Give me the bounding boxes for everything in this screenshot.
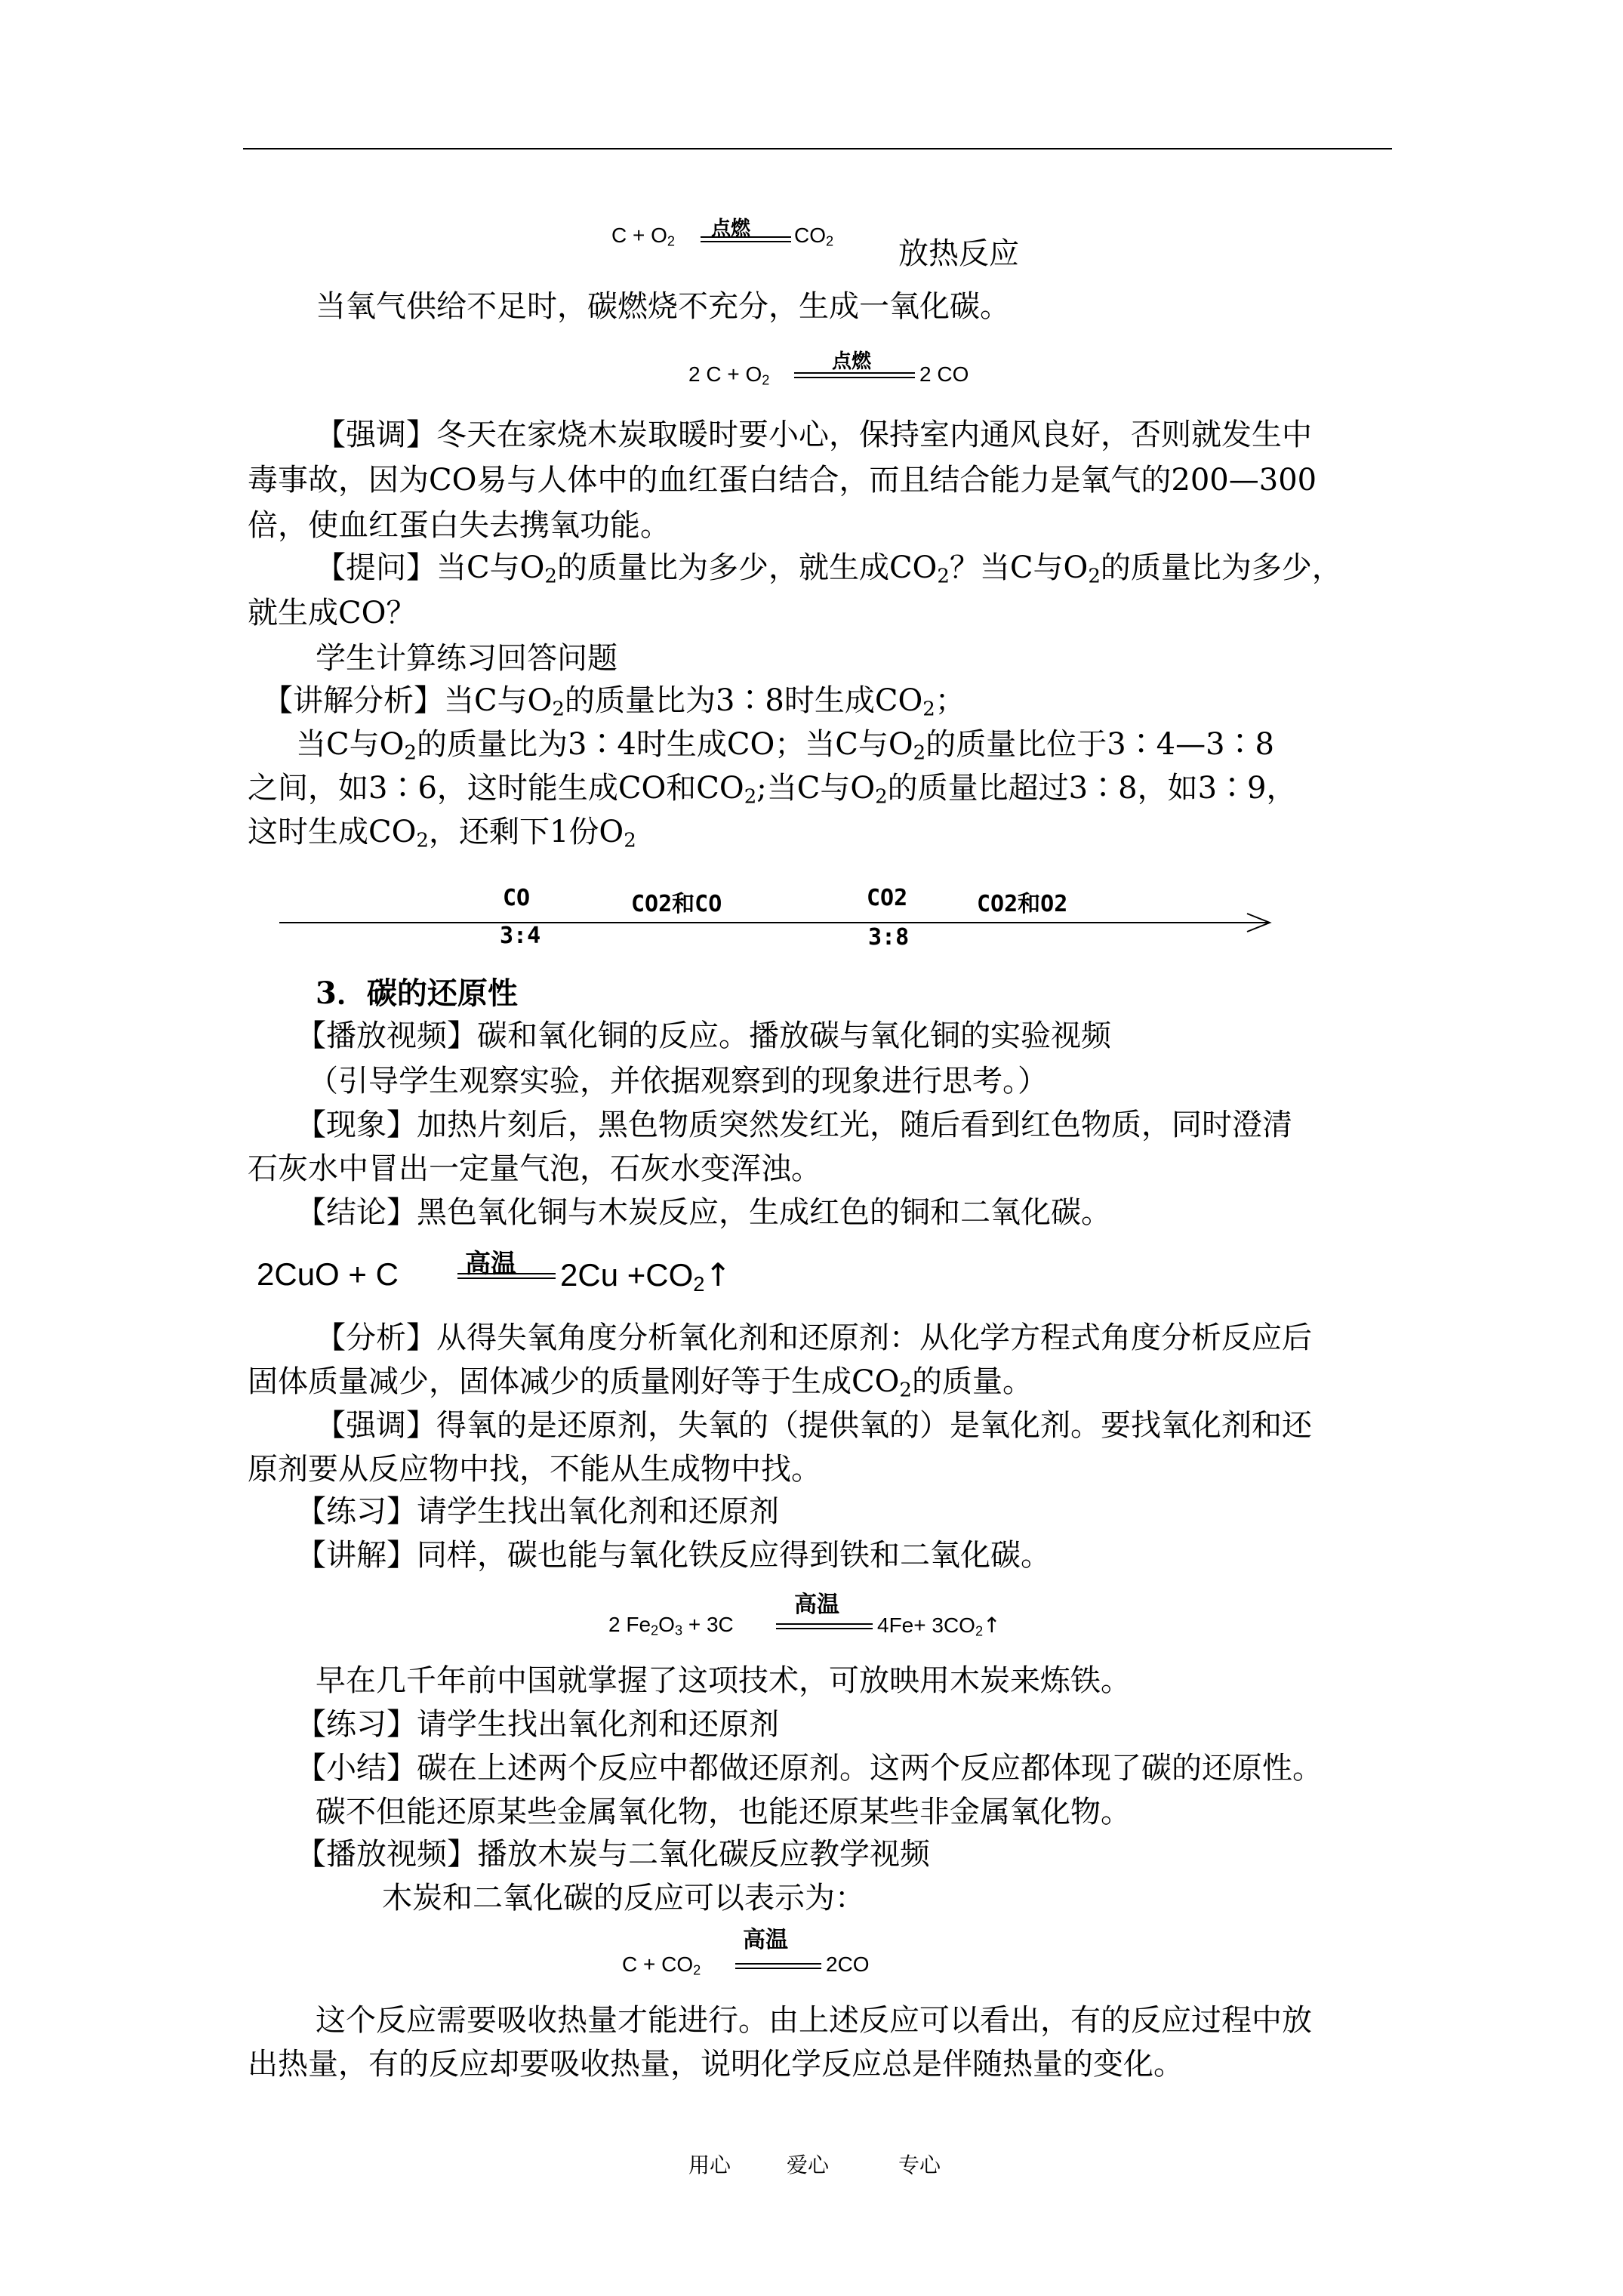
eq3-lhs: 2CuO + C (257, 1256, 399, 1292)
text-line-23: 早在几千年前中国就掌握了这项技术，可放映用木炭来炼铁。 (316, 1663, 1131, 1698)
text-line-8 (263, 678, 965, 723)
eq3-condition: 高温 (465, 1250, 516, 1278)
l10c: 的质量比超过3∶8，如3∶9， (887, 771, 1297, 806)
text-line-7: 学生计算练习回答问题 (316, 641, 617, 676)
l10-sub1: 2 (744, 785, 757, 809)
l5d: 的质量比为多少， (1100, 550, 1342, 585)
l11-sub1: 2 (416, 829, 429, 852)
l18a: 固体质量减少，固体减少的质量刚好等于生成CO (248, 1364, 900, 1399)
gas-up-arrow: ↑ (983, 1613, 1001, 1638)
text-line-6: 就生成CO？ (248, 596, 417, 630)
footer-2: 爱心 (787, 2153, 830, 2177)
l8-sub1: 2 (552, 698, 565, 721)
eq5-lhs: C + CO (622, 1952, 694, 1976)
text-line-10 (248, 766, 1296, 811)
eq1-rhs-sub: 2 (826, 233, 834, 249)
eq2-condition: 点燃 (832, 350, 872, 372)
l8a: 【讲解分析】当C与O (263, 683, 553, 718)
eq4-lhs-a: 2 Fe (608, 1613, 651, 1636)
eq2-equals (794, 372, 915, 378)
section-heading-3: 3．碳的还原性 (316, 975, 518, 1011)
l5c: ？当C与O (949, 550, 1089, 585)
text-line-13: （引导学生观察实验，并依据观察到的现象进行思考。） (308, 1064, 1048, 1099)
l9a: 当C与O (296, 727, 405, 762)
eq4-condition: 高温 (794, 1592, 839, 1617)
text-line-4: 倍，使血红蛋白失去携氧功能。 (248, 508, 670, 543)
l8-sub2: 2 (922, 698, 935, 721)
text-line-21: 【练习】请学生找出氧化剂和还原剂 (296, 1494, 779, 1529)
l10a: 之间，如3∶6，这时能生成CO和CO (248, 771, 744, 806)
l5b: 的质量比为多少，就生成CO (556, 550, 938, 585)
text-line-29: 这个反应需要吸收热量才能进行。由上述反应可以看出，有的反应过程中放 (316, 2003, 1312, 2038)
text-line-30: 出热量，有的反应却要吸收热量，说明化学反应总是伴随热量的变化。 (248, 2047, 1184, 2082)
text-line-26: 碳不但能还原某些金属氧化物，也能还原某些非金属氧化物。 (316, 1795, 1131, 1829)
eq2-lhs-sub: 2 (762, 372, 770, 388)
l9-sub1: 2 (404, 741, 417, 765)
footer-3: 专心 (898, 2153, 941, 2177)
text-line-9 (296, 722, 1274, 767)
axis-tick-label-3-8: 3:8 (868, 924, 910, 951)
eq4-sub-a: 2 (651, 1623, 659, 1638)
footer-1: 用心 (688, 2153, 731, 2177)
l9b: 的质量比为3∶4时生成CO；当C与O (416, 727, 913, 762)
axis-label-co2-and-co: CO2和CO (631, 891, 722, 917)
eq3-rhs: 2Cu +CO (560, 1257, 694, 1293)
l8c: ； (935, 683, 965, 718)
l9-sub2: 2 (913, 741, 926, 765)
text-line-28: 木炭和二氧化碳的反应可以表示为： (382, 1881, 865, 1915)
text-line-11 (248, 809, 636, 855)
eq4-rhs: 4Fe+ 3CO (877, 1613, 975, 1637)
axis-svg (279, 876, 1283, 966)
eq1-lhs: C + O (611, 223, 667, 247)
text-line-1: 当氧气供给不足时，碳燃烧不充分，生成一氧化碳。 (316, 289, 1010, 324)
l9c: 的质量比位于3∶4—3∶8 (925, 727, 1274, 762)
text-line-17: 【分析】从得失氧角度分析氧化剂和还原剂：从化学方程式角度分析反应后 (316, 1321, 1312, 1355)
l5a: 【提问】当C与O (316, 550, 545, 585)
eq1-note: 放热反应 (898, 236, 1019, 271)
l5-sub1: 2 (544, 565, 557, 588)
l10b: ;当C与O (756, 771, 876, 806)
eq1-lhs-sub: 2 (667, 233, 676, 249)
text-line-16: 【结论】黑色氧化铜与木炭反应，生成红色的铜和二氧化碳。 (296, 1195, 1111, 1230)
eq2-rhs: 2 CO (919, 362, 969, 386)
text-line-3: 毒事故，因为CO易与人体中的血红蛋白结合，而且结合能力是氧气的200—300 (248, 463, 1317, 498)
axis-tick-label-3-4: 3:4 (500, 923, 541, 949)
axis-label-co2-and-o2: CO2和O2 (977, 891, 1068, 917)
eq5-equals (735, 1963, 821, 1969)
gas-up-arrow: ↑ (704, 1256, 731, 1293)
eq3-rhs-sub: 2 (693, 1271, 705, 1296)
text-line-14: 【现象】加热片刻后，黑色物质突然发红光，随后看到红色物质，同时澄清 (296, 1108, 1292, 1142)
text-line-25: 【小结】碳在上述两个反应中都做还原剂。这两个反应都体现了碳的还原性。 (296, 1751, 1323, 1786)
eq4-rhs-sub: 2 (975, 1623, 984, 1639)
l10-sub2: 2 (875, 785, 888, 809)
eq1-equals (701, 236, 791, 242)
axis-label-co2: CO2 (867, 885, 908, 911)
text-line-20: 原剂要从反应物中找，不能从生成物中找。 (248, 1452, 821, 1487)
eq4-lhs-b: O (658, 1613, 675, 1636)
axis-label-co: CO (503, 885, 531, 911)
l11-sub2: 2 (624, 829, 636, 852)
eq5-lhs-sub: 2 (693, 1962, 701, 1978)
eq1-rhs: CO (794, 223, 826, 247)
eq5-condition: 高温 (743, 1928, 788, 1952)
l8b: 的质量比为3∶8时生成CO (564, 683, 923, 718)
text-line-12: 【播放视频】碳和氧化铜的反应。播放碳与氧化铜的实验视频 (296, 1019, 1111, 1053)
text-line-24: 【练习】请学生找出氧化剂和还原剂 (296, 1707, 779, 1742)
eq3-equals (457, 1273, 556, 1279)
l5-sub3: 2 (1088, 565, 1101, 588)
text-line-2: 【强调】冬天在家烧木炭取暖时要小心，保持室内通风良好，否则就发生中 (316, 418, 1312, 452)
l18-sub: 2 (899, 1379, 912, 1402)
text-line-5 (316, 545, 1342, 590)
l11a: 这时生成CO (248, 815, 417, 849)
text-line-27: 【播放视频】播放木炭与二氧化碳反应教学视频 (296, 1837, 930, 1872)
eq4-sub-b: 3 (674, 1623, 683, 1638)
eq4-equals (776, 1623, 873, 1629)
header-rule (243, 148, 1392, 149)
eq1-condition: 点燃 (711, 217, 751, 239)
ratio-axis-diagram (279, 876, 1283, 966)
eq5-rhs: 2CO (826, 1952, 870, 1976)
l5-sub2: 2 (937, 565, 950, 588)
text-line-22: 【讲解】同样，碳也能与氧化铁反应得到铁和二氧化碳。 (296, 1538, 1051, 1573)
text-line-18 (248, 1359, 1033, 1404)
l18b: 的质量。 (911, 1364, 1033, 1399)
eq2-lhs: 2 C + O (688, 362, 762, 386)
l11b: ，还剩下1份O (428, 815, 624, 849)
eq4-lhs-c: + 3C (682, 1613, 734, 1636)
text-line-15: 石灰水中冒出一定量气泡，石灰水变浑浊。 (248, 1151, 821, 1186)
text-line-19: 【强调】得氧的是还原剂，失氧的（提供氧的）是氧化剂。要找氧化剂和还 (316, 1408, 1312, 1443)
